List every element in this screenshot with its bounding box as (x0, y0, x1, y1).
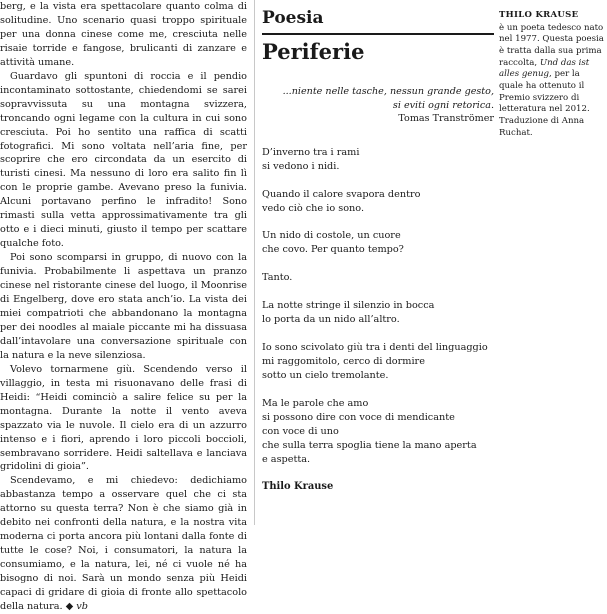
stanza (262, 146, 494, 174)
poem-line: e aspetta. (262, 453, 311, 465)
epigraph-line: ...niente nelle tasche, nessun grande gesto, (282, 86, 494, 97)
poem-author: Thilo Krause (262, 480, 334, 492)
epigraph-attribution: Tomas Tranströmer (398, 113, 494, 125)
poem-column (262, 2, 494, 492)
column-divider (254, 0, 255, 525)
bio-name: THILO KRAUSE (499, 10, 579, 20)
poem-line: Io sono scivolato giù tra i denti del linguaggio (262, 342, 488, 354)
poem-line: lo porta da un nido all’altro. (262, 314, 400, 326)
article-paragraph: Volevo tornarmene giù. Scendendo verso il villaggio, in testa mi risuonavano delle frasi di Heidi: “Heidi cominciò a salire felice su per la montagna. Durante la notte il vento aveva spazzato via le nuvole. Il cielo era di un azzurro intenso e i fiori, aprendo i loro piccoli boccioli, sembravano sorridere. Heidi saltellava e lanciava gridolini di gioia”. (0, 363, 247, 473)
article-paragraph-text: Scendevamo, e mi chiedevo: dedichiamo abbastanza tempo a osservare quel che ci sta attorno su questa terra? Non è che siamo già in debito nei confronti della natura, e la nostra vita moderna ci porta ancora più lontani dalla fonte di tutte le cose? Noi, i consumatori, la natura la consumiamo, e la natura, lei, né ci vuole né ha bisogno di noi. Sarà un mondo senza più Heidi capaci di gridare di gioia di fronte allo spettacolo della natura. (0, 475, 247, 612)
bio-text (499, 23, 605, 140)
stanza (262, 299, 494, 327)
poem-line: si vedono i nidi. (262, 160, 340, 172)
article-paragraph: Poi sono scomparsi in gruppo, di nuovo con la funivia. Probabilmente li aspettava un pranzo cinese nel ristorante cinese del luogo, il Moonrise di Engelberg, dove ero stata anch’io. La vista dei miei compatrioti che abbandonano la montagna per dei noodles al maiale piccante mi ha dissuasa dall’intavolare una conversazione spirituale con la natura e la neve silenziosa. (0, 252, 247, 361)
article-last-paragraph (0, 474, 247, 614)
article-paragraph: berg, e la vista era spettacolare quanto colma di solitudine. Uno scenario quasi troppo spirituale per una donna cinese come me, cresciuta nelle risaie torride e fangose, brulicanti di zanzare e attività umane. (0, 1, 247, 68)
end-mark: ◆ (65, 600, 74, 612)
stanza (262, 397, 494, 467)
poem-line: La notte stringe il silenzio in bocca (262, 300, 435, 312)
bio-text-part: è un poeta tedesco nato nel 1977. Questa poesia è tratta dalla sua prima raccolta, (499, 22, 604, 68)
poem-line: Un nido di costole, un cuore (262, 230, 401, 242)
bio-text-part: , per la quale ha ottenuto il Premio svizzero di letteratura nel 2012. Traduzione di Anna Ruchat. (499, 69, 590, 138)
stanza (262, 229, 494, 257)
poem-line: Ma le parole che amo (262, 397, 369, 409)
article-column (0, 0, 247, 614)
stanza (262, 271, 494, 285)
section-kicker: Poesia (262, 8, 324, 28)
poem-line: si possono dire con voce di mendicante (262, 411, 455, 423)
poem-line: vedo ciò che io sono. (262, 202, 365, 214)
author-bio (499, 10, 605, 139)
bio-book-title: Und das ist alles genug (499, 57, 590, 80)
poem-line: D’inverno tra i rami (262, 146, 360, 158)
poem-line: che covo. Per quanto tempo? (262, 244, 404, 256)
poem-line: che sulla terra spoglia tiene la mano aperta (262, 439, 477, 451)
article-paragraph: Guardavo gli spuntoni di roccia e il pendio incontaminato sottostante, chiedendomi se sarei sopravvissuta su una montagna svizzera, troncando ogni legame con la cultura in cui sono cresciuta. Poi ho sentito una raffica di scatti fotografici. Mi sono voltata nell’aria fine, per scoprire che ero circondata da un esercito di turisti cinesi. Ma nessuno di loro era salito fin lì con le proprie gambe. Avevano preso la funivia. Alcuni portavano perfino le infradito! Sono rimasti sulla vetta approssimativamente tra gli otto e i dieci minuti, giusto il tempo per scattare qualche foto. (0, 70, 247, 250)
epigraph-line: si eviti ogni retorica. (392, 99, 494, 111)
poem-line: mi raggomitolo, cerco di dormire (262, 356, 425, 367)
poem-title: Periferie (262, 33, 494, 64)
poem-line: Quando il calore svapora dentro (262, 188, 421, 200)
poem-line: sotto un cielo tremolante. (262, 369, 389, 381)
poem-line: con voce di uno (262, 425, 339, 437)
stanza (262, 341, 494, 383)
epigraph (262, 85, 494, 126)
poem-body (262, 146, 494, 467)
poem-line: Tanto. (262, 272, 293, 284)
author-signature: vb (76, 600, 88, 612)
stanza (262, 188, 494, 216)
